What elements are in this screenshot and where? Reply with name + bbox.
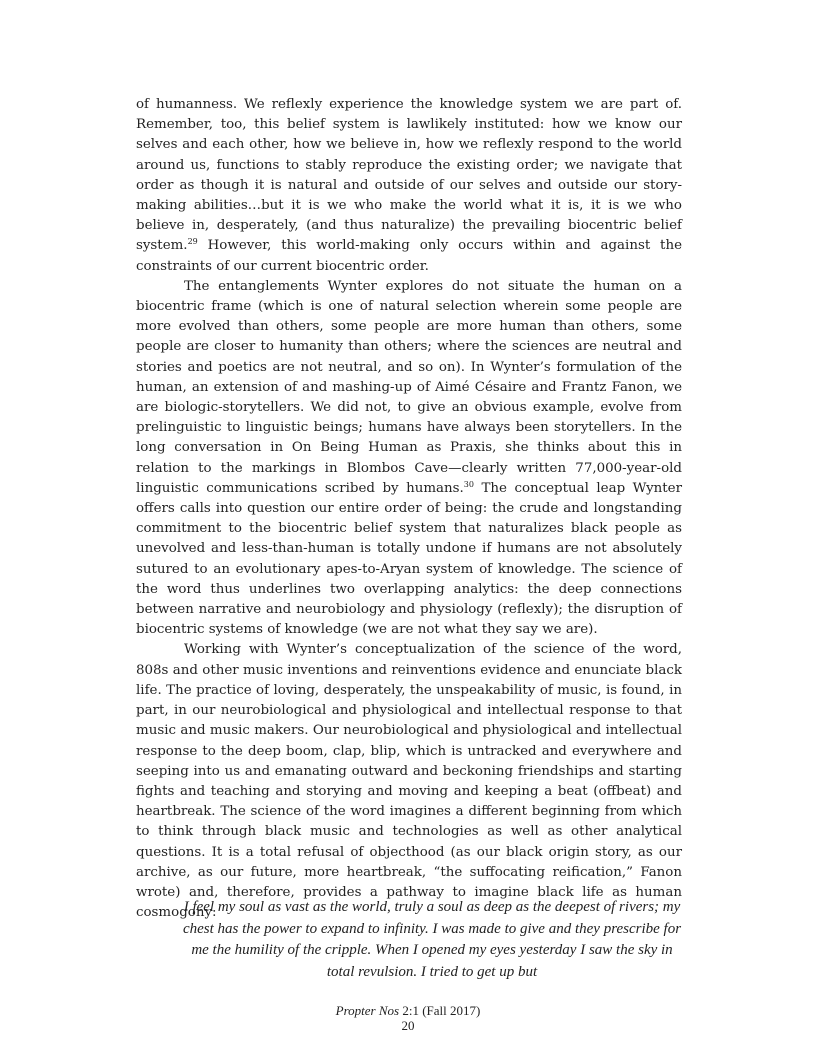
- paragraph-2: [136, 277, 682, 641]
- paragraph-3: Working with Wynter’s conceptualization of the science of the word, 808s and other music inventions and reinventions evidence and enunciate black life. The practice of loving, desperately, the unspeakability of music, is found, in part, in our neurobiological and physiological and intellectual response to that music and music makers. Our neurobiological and physiological and intellectual response to the deep boom, clap, blip, which is untracked and everywhere and seeping into us and emanating outward and beckoning friendships and starting fights and teaching and storying and moving and keeping a beat (offbeat) and heartbreak. The science of the word imagines a different beginning from which to think through black music and technologies as well as other analytical questions. It is a total refusal of objecthood (as our black origin story, as our archive, as our future, more heartbreak, “the suffocating reification,” Fanon wrote) and, therefore, provides a pathway to imagine black life as human cosmogony:: [136, 642, 682, 921]
- paragraph-1-text-b: However, this world-making only occurs within and against the constraints of our current biocentric order.: [136, 238, 682, 274]
- article-body: [136, 95, 682, 923]
- paragraph-2-text-a: The entanglements Wynter explores do not situate the human on a biocentric frame (which is one of natural selection wherein some people are more evolved than others, some people are more human than others, some people are closer to humanity than others; where the sciences are neutral and stories and poetics are not neutral, and so on). In Wynter’s formulation of the human, an extension of and mashing-up of Aimé Césaire and Frantz Fanon, we are biologic-storytellers. We did not, to give an obvious example, evolve from prelinguistic to linguistic beings; humans have always been storytellers. In the long conversation in On Being Human as Praxis, she thinks about this in relation to the markings in Blombos Cave—clearly written 77,000-year-old linguistic communications scribed by humans.: [136, 278, 682, 496]
- block-quote: I feel my soul as vast as the world, truly a soul as deep as the deepest of rivers; my chest has the power to expand to infinity. I was made to give and they prescribe for me the humility of the cripple. When I opened my eyes yesterday I saw the sky in total revulsion. I tried to get up but: [182, 899, 682, 980]
- journal-citation: [0, 1003, 816, 1018]
- paragraph-1: [136, 95, 682, 277]
- footnote-ref-29[interactable]: 29: [187, 237, 198, 247]
- journal-name: Propter Nos: [335, 1003, 400, 1018]
- journal-issue: 2:1 (Fall 2017): [399, 1003, 481, 1018]
- paragraph-1-text-a: of humanness. We reflexly experience the knowledge system we are part of. Remember, too, this belief system is lawlikely instituted: how we know our selves and each other, how we believe in, how we reflexly respond to the world around us, functions to stably reproduce the existing order; we navigate that order as though it is natural and outside of our selves and outside our story-making abilities…but it is we who make the world what it is, it is we who believe in, desperately, (and thus naturalize) the prevailing biocentric belief system.: [136, 97, 682, 254]
- page-number: 20: [401, 1018, 415, 1033]
- paragraph-2-text-b: The conceptual leap Wynter offers calls into question our entire order of being: the crude and longstanding commitment to the biocentric belief system that naturalizes black people as unevolved and less-than-human is totally undone if humans are not absolutely sutured to an evolutionary apes-to-Aryan system of knowledge. The science of the word thus underlines two overlapping analytics: the deep connections between narrative and neurobiology and physiology (reflexly); the disruption of biocentric systems of knowledge (we are not what they say we are).: [136, 480, 682, 638]
- footnote-ref-30[interactable]: 30: [463, 479, 474, 489]
